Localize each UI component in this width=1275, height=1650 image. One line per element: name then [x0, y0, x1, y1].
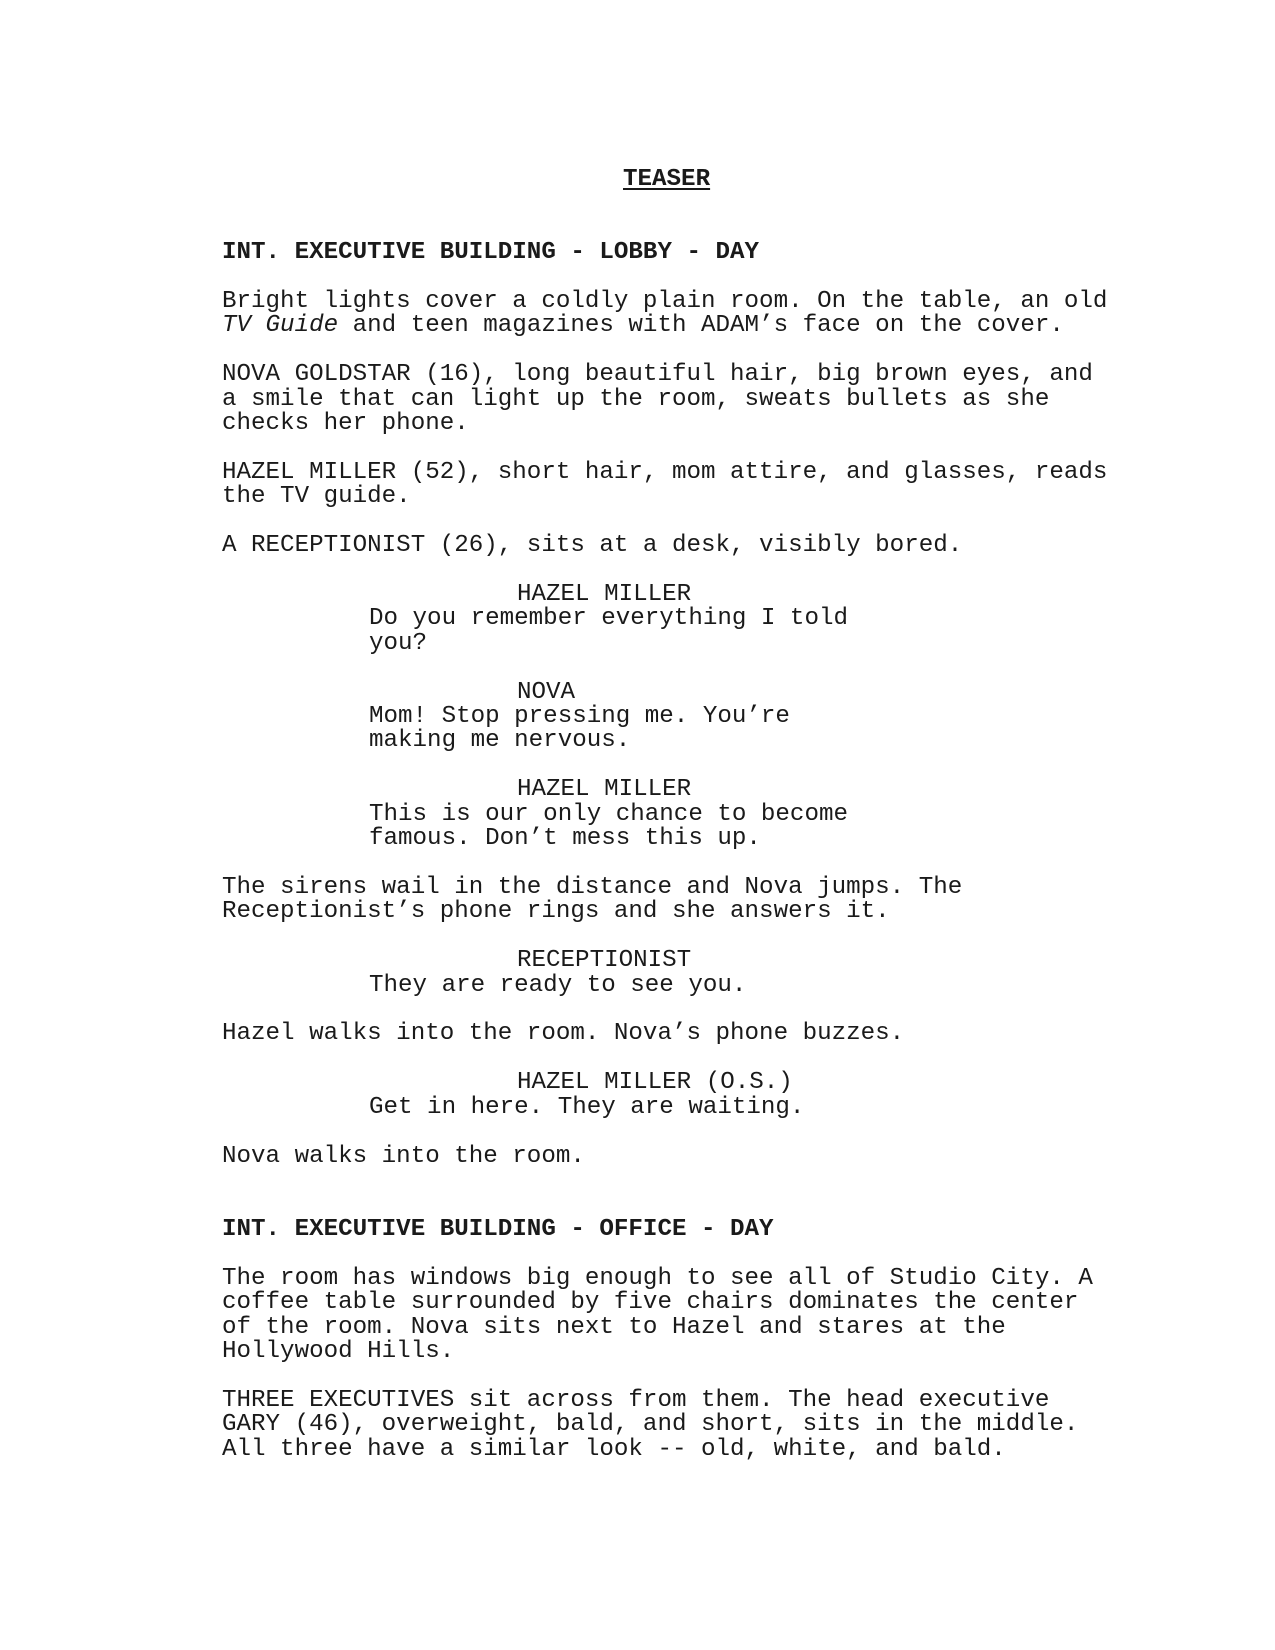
page-title: TEASER: [623, 166, 711, 193]
action-line: NOVA GOLDSTAR (16), long beautiful hair, big brown eyes, and: [222, 361, 1093, 388]
scene-heading: INT. EXECUTIVE BUILDING - OFFICE - DAY: [222, 1216, 774, 1243]
character-name: HAZEL MILLER: [517, 776, 692, 803]
dialogue-line: famous. Don’t mess this up.: [369, 825, 761, 852]
action-line: [222, 314, 1064, 339]
character-name: RECEPTIONIST: [517, 947, 692, 974]
action-line: Hollywood Hills.: [222, 1338, 455, 1365]
action-line: coffee table surrounded by five chairs dominates the center: [222, 1289, 1079, 1316]
character-name: HAZEL MILLER: [517, 581, 692, 608]
dialogue-line: Get in here. They are waiting.: [369, 1094, 805, 1121]
dialogue-line: making me nervous.: [369, 727, 631, 754]
scene-heading: INT. EXECUTIVE BUILDING - LOBBY - DAY: [222, 239, 760, 266]
dialogue-line: Mom! Stop pressing me. You’re: [369, 703, 790, 730]
character-name: HAZEL MILLER (O.S.): [517, 1069, 793, 1096]
action-line: HAZEL MILLER (52), short hair, mom attire, and glasses, reads: [222, 459, 1108, 486]
action-line: All three have a similar look -- old, white, and bald.: [222, 1436, 1006, 1463]
action-line: THREE EXECUTIVES sit across from them. The head executive: [222, 1387, 1050, 1414]
action-line: a smile that can light up the room, sweats bullets as she: [222, 386, 1050, 413]
action-line: GARY (46), overweight, bald, and short, sits in the middle.: [222, 1411, 1079, 1438]
action-line: A RECEPTIONIST (26), sits at a desk, visibly bored.: [222, 532, 963, 559]
action-line: Receptionist’s phone rings and she answers it.: [222, 898, 890, 925]
dialogue-line: This is our only chance to become: [369, 801, 848, 828]
dialogue-line: Do you remember everything I told: [369, 605, 848, 632]
action-line: Hazel walks into the room. Nova’s phone buzzes.: [222, 1020, 905, 1047]
action-line: the TV guide.: [222, 483, 411, 510]
action-line: checks her phone.: [222, 410, 469, 437]
action-line: The room has windows big enough to see all of Studio City. A: [222, 1265, 1093, 1292]
action-line: Bright lights cover a coldly plain room. On the table, an old: [222, 288, 1108, 315]
dialogue-line: you?: [369, 630, 428, 657]
action-line: of the room. Nova sits next to Hazel and stares at the: [222, 1314, 1006, 1341]
action-text: and teen magazines with ADAM’s face on the cover.: [338, 312, 1064, 339]
action-line: The sirens wail in the distance and Nova jumps. The: [222, 874, 963, 901]
italic-title: TV Guide: [222, 312, 339, 339]
character-name: NOVA: [517, 679, 576, 706]
dialogue-line: They are ready to see you.: [369, 972, 747, 999]
action-line: Nova walks into the room.: [222, 1143, 585, 1170]
